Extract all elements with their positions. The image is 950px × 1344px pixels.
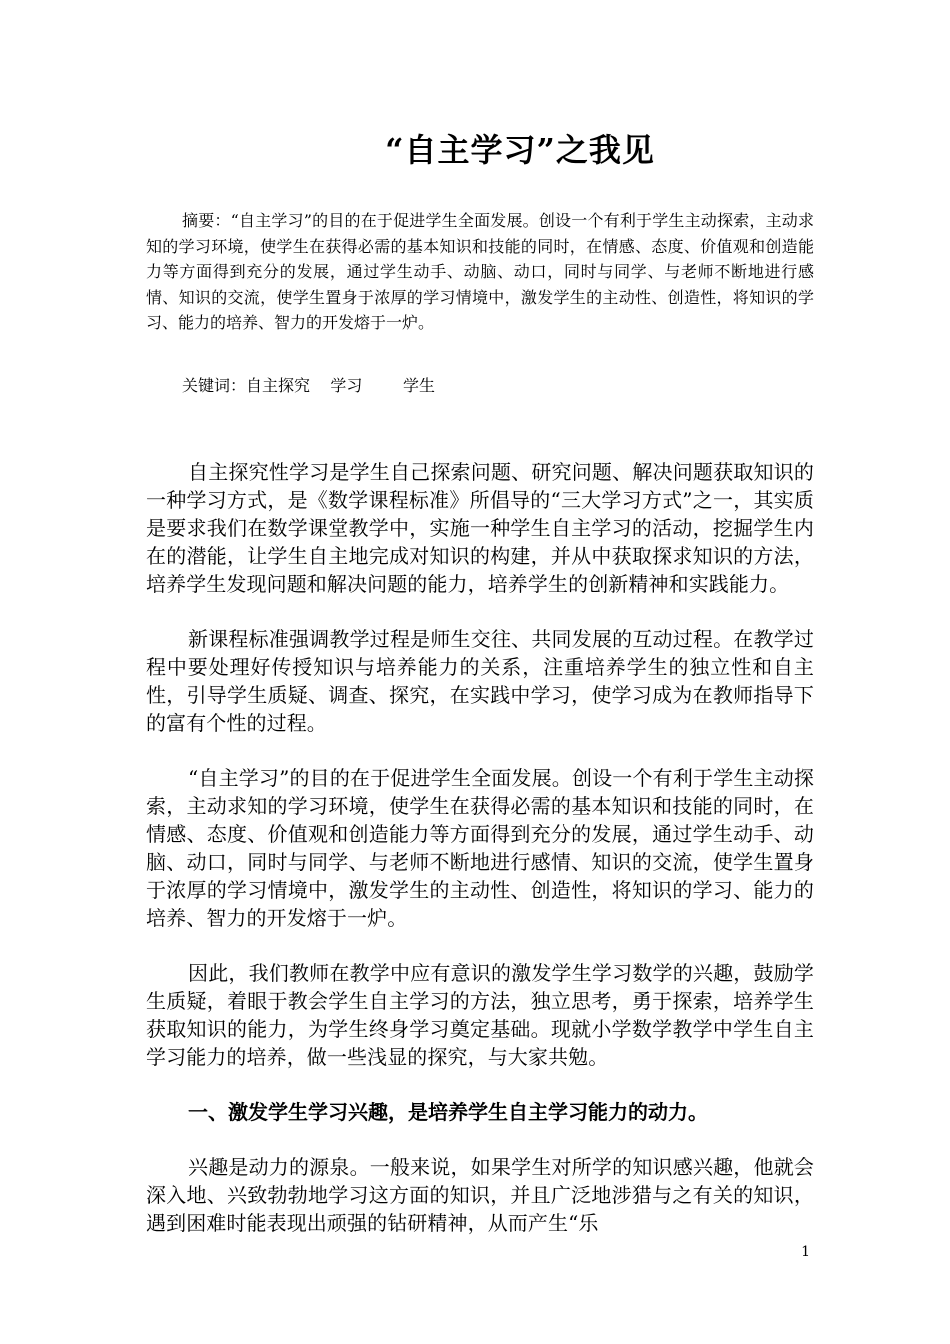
page-number: 1 <box>801 1244 810 1260</box>
body-paragraph: 自主探究性学习是学生自己探索问题、研究问题、解决问题获取知识的一种学习方式，是《数学课程标准》所倡导的“三大学习方式”之一，其实质是要求我们在数学课堂教学中，实施一种学生自主学习的活动，挖掘学生内在的潜能，让学生自主地完成对知识的构建，并从中获取探求知识的方法，培养学生发现问题和解决问题的能力，培养学生的创新精神和实践能力。 <box>146 460 814 596</box>
section-heading: 一、激发学生学习兴趣，是培养学生自主学习能力的动力。 <box>188 1100 708 1124</box>
abstract-text: 摘要：“自主学习”的目的在于促进学生全面发展。创设一个有利于学生主动探索，主动求知的学习环境，使学生在获得必需的基本知识和技能的同时，在情感、态度、价值观和创造能力等方面得到充分的发展，通过学生动手、动脑、动口，同时与同学、与老师不断地进行感情、知识的交流，使学生置身于浓厚的学习情境中，激发学生的主动性、创造性，将知识的学习、能力的培养、智力的开发熔于一炉。 <box>146 211 814 332</box>
body-paragraph: 因此，我们教师在教学中应有意识的激发学生学习数学的兴趣，鼓励学生质疑，着眼于教会学生自主学习的方法，独立思考，勇于探索，培养学生获取知识的能力，为学生终身学习奠定基础。现就小学数学教学中学生自主学习能力的培养，做一些浅显的探究，与大家共勉。 <box>146 961 814 1069</box>
document-title: “自主学习”之我见 <box>385 131 655 169</box>
keywords-line: 关键词：自主探究 学习 学生 <box>182 376 436 395</box>
section-paragraph: 兴趣是动力的源泉。一般来说，如果学生对所学的知识感兴趣，他就会深入地、兴致勃勃地学习这方面的知识，并且广泛地涉猎与之有关的知识，遇到困难时能表现出顽强的钻研精神，从而产生“乐 <box>146 1155 814 1235</box>
body-text <box>146 458 814 1264</box>
body-paragraph: “自主学习”的目的在于促进学生全面发展。创设一个有利于学生主动探索，主动求知的学习环境，使学生在获得必需的基本知识和技能的同时，在情感、态度、价值观和创造能力等方面得到充分的发展，通过学生动手、动脑、动口，同时与同学、与老师不断地进行感情、知识的交流，使学生置身于浓厚的学习情境中，激发学生的主动性、创造性，将知识的学习、能力的培养、智力的开发熔于一炉。 <box>146 766 814 930</box>
body-paragraph: 新课程标准强调教学过程是师生交往、共同发展的互动过程。在教学过程中要处理好传授知识与培养能力的关系，注重培养学生的独立性和自主性，引导学生质疑、调查、探究，在实践中学习，使学习成为在教师指导下的富有个性的过程。 <box>146 627 814 735</box>
